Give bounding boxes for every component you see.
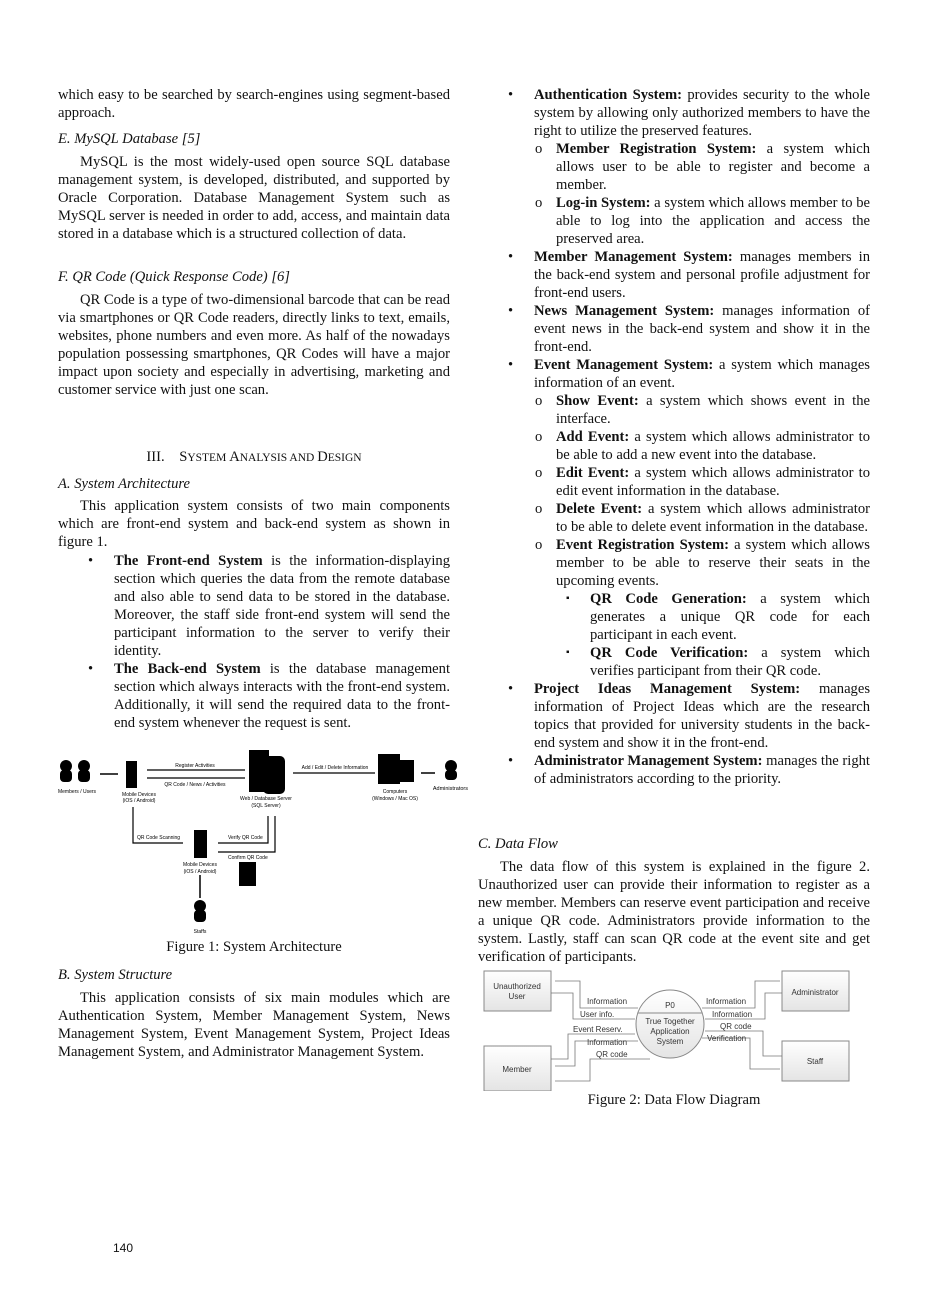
item-text: a system which allows member to be able to log into the application and access the preserved area.: [556, 195, 870, 247]
item-bold: Delete Event:: [556, 501, 643, 517]
staff-icon: [194, 900, 206, 922]
list-item: [478, 464, 870, 500]
item-text: a system which allows administrator to edit event information in the database.: [556, 465, 870, 499]
label: Staff: [806, 1057, 824, 1066]
mobile-device-icon: [126, 761, 137, 788]
list-item: [478, 86, 870, 140]
item-bold: Log-in System:: [556, 195, 651, 211]
figure-2: [480, 966, 870, 1096]
label: (Windows / Mac OS): [372, 796, 418, 802]
item-bold: Add Event:: [556, 429, 630, 445]
sc-rest: YSTEM: [187, 452, 230, 464]
qr-code-icon: [239, 862, 256, 886]
label: Web / Database Server: [240, 796, 292, 802]
item-bold: Show Event:: [556, 393, 639, 409]
label: Confirm QR Code: [228, 855, 268, 861]
item-text: a system which allows administrator to be able to delete event information in the database.: [556, 501, 870, 535]
architecture-bullets: [58, 552, 450, 732]
item-text: manages information of Project Ideas which are the research topics that provided for university students in the back-end system and show it in the front-end.: [534, 681, 870, 751]
list-item: [478, 140, 870, 194]
mobile-device-icon: [194, 830, 207, 858]
bullet-bold: The Front-end System: [114, 553, 263, 569]
label: Administrator: [791, 988, 839, 997]
item-bold: Project Ideas Management System:: [534, 681, 801, 697]
item-text: a system which allows user to be able to register and become a member.: [556, 141, 870, 193]
sc-rest: NALYSIS AND: [239, 452, 318, 464]
section-e-text: MySQL is the most widely-used open source SQL database management system, is developed, distributed, and supported by Oracle Corporation. Database Management System such as MySQL server is needed in order to add, access, and maintain data stored in a database which is a structured collection of data.: [58, 154, 450, 242]
arrows: [147, 770, 245, 778]
list-item: [478, 356, 870, 392]
data-flow-diagram: [480, 966, 860, 1091]
label: Verify QR Code: [228, 835, 263, 841]
section-e-heading: E. MySQL Database [5]: [58, 131, 201, 147]
section-f-heading: F. QR Code (Quick Response Code) [6]: [58, 269, 290, 285]
figure-1: [55, 740, 468, 945]
sc-letter: S: [179, 449, 188, 465]
figure-1-caption: Figure 1: System Architecture: [166, 939, 342, 955]
item-bold: Member Registration System:: [556, 141, 757, 157]
label: QR code: [596, 1050, 628, 1059]
list-item: [478, 248, 870, 302]
list-item: [58, 552, 450, 660]
item-bold: Event Management System:: [534, 357, 714, 373]
item-text: a system which allows administrator to be able to add a new event into the database.: [556, 429, 870, 463]
label: Information: [587, 1038, 628, 1047]
sc-rest: ESIGN: [327, 452, 362, 464]
label: Register Activities: [175, 763, 215, 769]
label: (iOS / Android): [183, 869, 217, 875]
section-number: III.: [146, 449, 165, 465]
item-text: a system which generates a unique QR code for each participant in each event.: [590, 591, 870, 643]
list-item: [478, 392, 870, 428]
label: Members / Users: [57, 789, 97, 795]
item-text: manages the right of administrators according to the priority.: [534, 753, 870, 787]
item-text: a system which allows member to be able to reserve their seats in the upcoming events.: [556, 537, 870, 589]
label: Application: [650, 1027, 690, 1036]
list-item: [478, 302, 870, 356]
item-text: a system which shows event in the interface.: [556, 393, 871, 427]
list-item: [478, 752, 870, 788]
label: (iOS / Android): [122, 798, 156, 804]
list-item: [478, 500, 870, 536]
item-bold: Event Registration System:: [556, 537, 730, 553]
list-item: [478, 536, 870, 590]
label: Information: [587, 997, 628, 1006]
section-3-heading: [58, 448, 450, 467]
label: Computers: [382, 789, 408, 795]
list-item: [478, 680, 870, 752]
label: User info.: [580, 1010, 615, 1019]
label: User: [508, 992, 526, 1001]
label: Mobile Devices: [183, 862, 217, 868]
item-text: a system which verifies participant from their QR code.: [590, 645, 870, 679]
label: True Together: [645, 1017, 695, 1026]
label: System: [656, 1037, 684, 1046]
item-bold: Edit Event:: [556, 465, 630, 481]
label: P0: [665, 1001, 675, 1010]
label: QR Code Scanning: [137, 835, 181, 841]
item-text: manages information of event news in the back-end system and show it in the front-end.: [534, 303, 870, 355]
list-item: [478, 644, 870, 680]
item-bold: QR Code Generation:: [590, 591, 747, 607]
sc-letter: D: [317, 449, 328, 465]
section-a-text: This application system consists of two main components which are front-end system and back-end system as shown in figure 1.: [58, 498, 450, 550]
computer-icon: [378, 754, 414, 784]
label: Add / Edit / Delete Information: [301, 765, 369, 771]
label: Member: [502, 1065, 532, 1074]
item-bold: News Management System:: [534, 303, 715, 319]
label: Information: [706, 997, 747, 1006]
entity-unauthorized-user: [484, 971, 551, 1011]
bullet-bold: The Back-end System: [114, 661, 261, 677]
system-architecture-diagram: [55, 740, 470, 940]
list-item: [478, 590, 870, 644]
server-icon: [249, 750, 285, 794]
section-b-text: This application consists of six main modules which are Authentication System, Member Management System, News Management System, Event Management System, Project Ideas Management System, and Administrator Management System.: [58, 990, 450, 1060]
bullet-text: is the information-displaying section which queries the data from the remote database and also able to send data to be stored in the database. Moreover, the staff side front-end system will send the participant information to the server to verify their identity.: [114, 553, 451, 659]
label: Staffs: [193, 929, 207, 935]
sc-letter: A: [229, 449, 240, 465]
label: QR Code / News / Activities: [164, 782, 226, 788]
section-c-heading: C. Data Flow: [478, 836, 558, 852]
label: Event Reserv.: [573, 1025, 623, 1034]
administrator-icon: [445, 760, 457, 780]
label: Administrators: [432, 786, 468, 792]
bullet-text: is the database management section which always interacts with the front-end system. Additionally, it will send the required data to the front-end system whenever the request is sent.: [114, 661, 451, 731]
item-text: a system which manages information of an event.: [534, 357, 870, 391]
right-column: [478, 86, 871, 1108]
list-item: [478, 428, 870, 464]
page-number: 140: [113, 1241, 134, 1255]
item-bold: QR Code Verification:: [590, 645, 749, 661]
label: Information: [712, 1010, 753, 1019]
label: Mobile Devices: [122, 792, 156, 798]
section-a-heading: A. System Architecture: [58, 476, 190, 492]
module-list: [478, 86, 870, 788]
label: (SQL Server): [251, 803, 281, 809]
section-c-text: The data flow of this system is explained in the figure 2. Unauthorized user can provide their information to register as a new member. Members can reserve event participation and receive a unique QR code. Administrators provide information to the system. Lastly, staff can scan QR code at the event site and get verification of participants.: [478, 859, 870, 965]
item-bold: Administrator Management System:: [534, 753, 763, 769]
item-bold: Member Management System:: [534, 249, 733, 265]
list-item: [58, 660, 450, 732]
label: Unauthorized: [493, 982, 541, 991]
item-bold: Authentication System:: [534, 87, 683, 103]
figure-2-caption: Figure 2: Data Flow Diagram: [587, 1092, 761, 1108]
item-text: manages members in the back-end system and personal profile adjustment for front-end users.: [534, 249, 871, 301]
section-b-heading: B. System Structure: [58, 967, 173, 983]
list-item: [478, 194, 870, 248]
intro-paragraph: which easy to be searched by search-engines using segment-based approach.: [58, 87, 450, 121]
label: QR code: [720, 1022, 752, 1031]
item-text: provides security to the whole system by allowing only authorized members to have the right to utilize the preserved features.: [534, 87, 870, 139]
label: Verification: [707, 1034, 747, 1043]
members-icon: [60, 760, 90, 782]
section-f-text: QR Code is a type of two-dimensional barcode that can be read via smartphones or QR Code readers, directly links to text, emails, websites, phone numbers and even more. As half of the nowadays population possessing smartphones, QR Codes will have a major impact upon society and especially in advertising, marketing and customer service with just one scan.: [58, 292, 450, 398]
